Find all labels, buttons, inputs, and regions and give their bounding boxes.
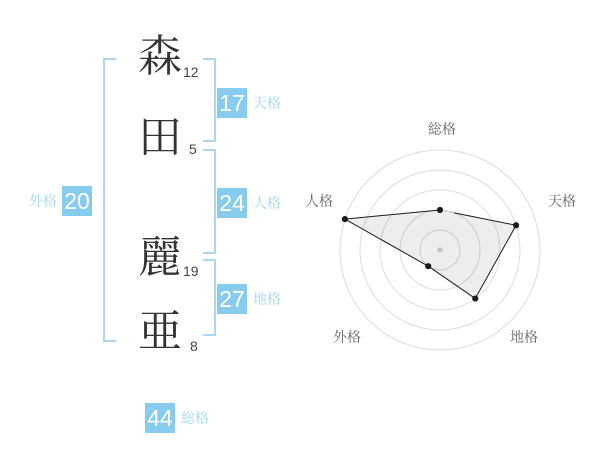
stroke-count-1: 12 <box>183 64 199 80</box>
radar-data-point <box>513 222 519 228</box>
name-character-2: 田 <box>138 113 182 162</box>
radar-data-point <box>472 295 478 301</box>
jinkaku-badge: 24 <box>217 188 247 218</box>
radar-data-point <box>437 207 443 213</box>
chikaku-bracket <box>203 259 216 336</box>
tenkaku-badge: 17 <box>217 88 247 118</box>
chikaku-badge: 27 <box>217 284 247 314</box>
chikaku-label: 地格 <box>253 291 281 307</box>
radar-axis-jinkaku: 人格 <box>305 193 333 209</box>
radar-data-polygon <box>345 210 516 299</box>
soukaku-badge: 44 <box>145 403 175 433</box>
radar-data-point <box>425 263 431 269</box>
gaikaku-label: 外格 <box>29 193 57 209</box>
radar-axis-soukaku: 総格 <box>428 121 456 137</box>
stroke-count-3: 19 <box>183 263 199 279</box>
jinkaku-bracket <box>203 149 216 254</box>
gaikaku-bracket <box>103 58 116 342</box>
radar-chart <box>300 105 600 365</box>
gaikaku-badge: 20 <box>62 186 92 216</box>
stroke-count-4: 8 <box>190 338 198 354</box>
tenkaku-bracket <box>203 58 216 142</box>
radar-axis-tenkaku: 天格 <box>548 193 576 209</box>
radar-data-point <box>342 216 348 222</box>
radar-axis-chikaku: 地格 <box>510 329 538 345</box>
jinkaku-label: 人格 <box>253 195 281 211</box>
tenkaku-label: 天格 <box>253 95 281 111</box>
name-character-4: 亜 <box>138 307 182 356</box>
soukaku-label: 総格 <box>181 410 209 426</box>
radar-axis-gaikaku: 外格 <box>333 329 361 345</box>
name-character-3: 麗 <box>138 233 182 282</box>
name-character-1: 森 <box>138 32 182 81</box>
radar-center-dot <box>437 247 443 253</box>
stroke-count-2: 5 <box>189 141 197 157</box>
